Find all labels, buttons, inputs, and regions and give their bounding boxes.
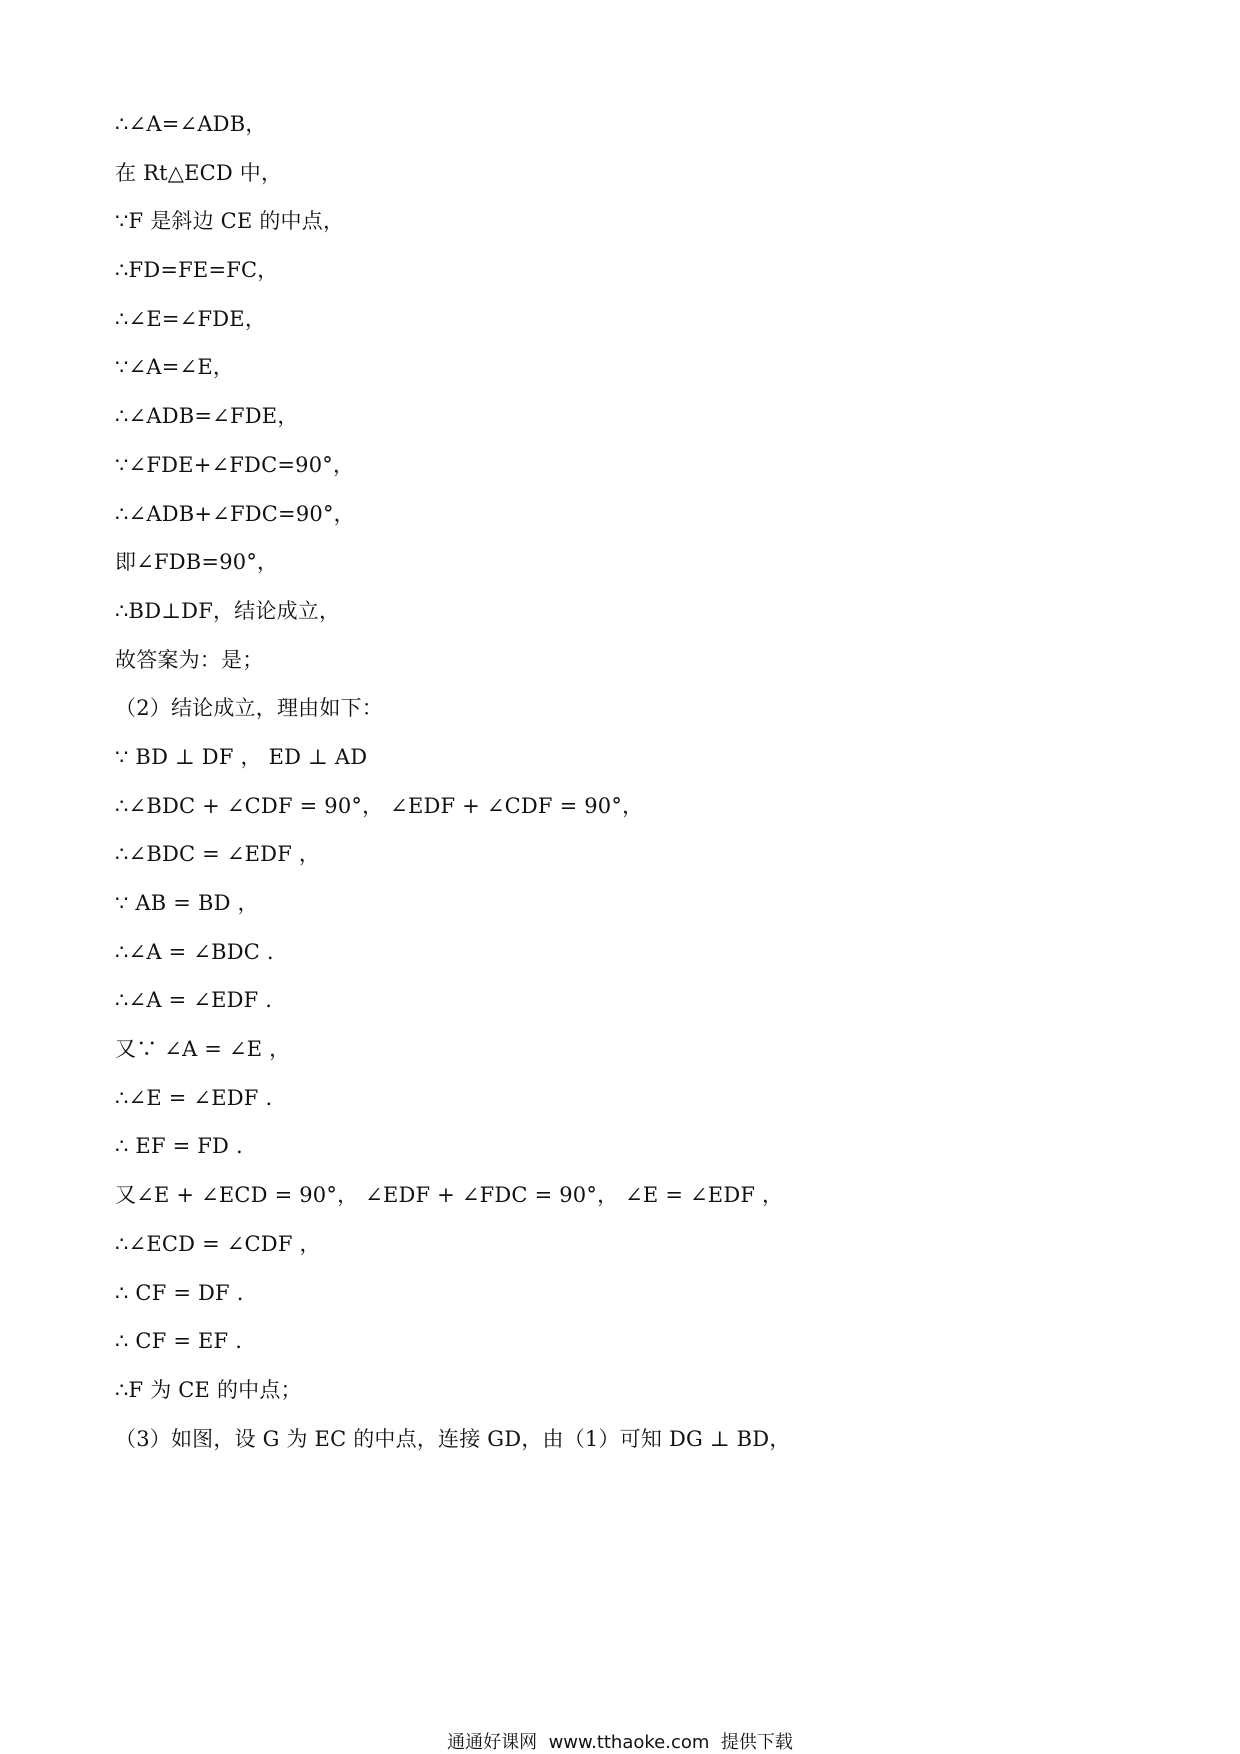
solution-line: ∴∠ECD = ∠CDF ， <box>115 1231 321 1256</box>
solution-line: （2）结论成立，理由如下： <box>115 696 383 721</box>
solution-line: ∴ EF = FD . <box>115 1134 243 1159</box>
solution-line: ∴∠A = ∠BDC . <box>115 939 274 964</box>
solution-line: 即∠FDB=90°， <box>115 550 279 575</box>
solution-line: ∴∠ADB=∠FDE， <box>115 404 299 429</box>
solution-line: ∴∠BDC = ∠EDF ， <box>115 842 321 867</box>
solution-line: ∴F 为 CE 的中点； <box>115 1377 302 1402</box>
solution-line: 又∵ ∠A = ∠E ， <box>115 1037 291 1062</box>
solution-line: 故答案为：是； <box>115 647 264 672</box>
page-footer: 通通好课网 www.tthaoke.com 提供下载 <box>447 1732 793 1753</box>
solution-line: ∴∠A = ∠EDF . <box>115 988 273 1013</box>
solution-line: ∵ AB = BD ， <box>115 891 259 915</box>
solution-line: （3）如图，设 G 为 EC 的中点，连接 GD，由（1）可知 DG ⊥ BD， <box>115 1426 791 1451</box>
solution-line: 又∠E + ∠ECD = 90°， ∠EDF + ∠FDC = 90°， ∠E = ∠EDF ， <box>115 1183 784 1208</box>
solution-line: ∴∠E=∠FDE， <box>115 306 267 331</box>
solution-line: ∴ CF = EF . <box>115 1329 243 1354</box>
solution-line: ∴∠E = ∠EDF . <box>115 1085 273 1110</box>
solution-line: ∴ CF = DF . <box>115 1280 244 1305</box>
solution-line: ∴BD⊥DF，结论成立， <box>115 598 341 623</box>
solution-line: ∵ BD ⊥ DF ， ED ⊥ AD <box>115 744 368 769</box>
solution-line: 在 Rt△ECD 中， <box>115 160 283 185</box>
solution-line: ∴∠BDC + ∠CDF = 90°， ∠EDF + ∠CDF = 90°， <box>115 793 644 818</box>
solution-line: ∵∠A=∠E， <box>115 355 235 380</box>
solution-line: ∴∠A=∠ADB， <box>115 112 267 136</box>
solution-text <box>115 100 1155 1463</box>
solution-line: ∵∠FDE+∠FDC=90°， <box>115 452 355 477</box>
solution-line: ∵F 是斜边 CE 的中点， <box>115 209 345 234</box>
solution-line: ∴∠ADB+∠FDC=90°， <box>115 501 355 526</box>
solution-line: ∴FD=FE=FC， <box>115 258 279 283</box>
